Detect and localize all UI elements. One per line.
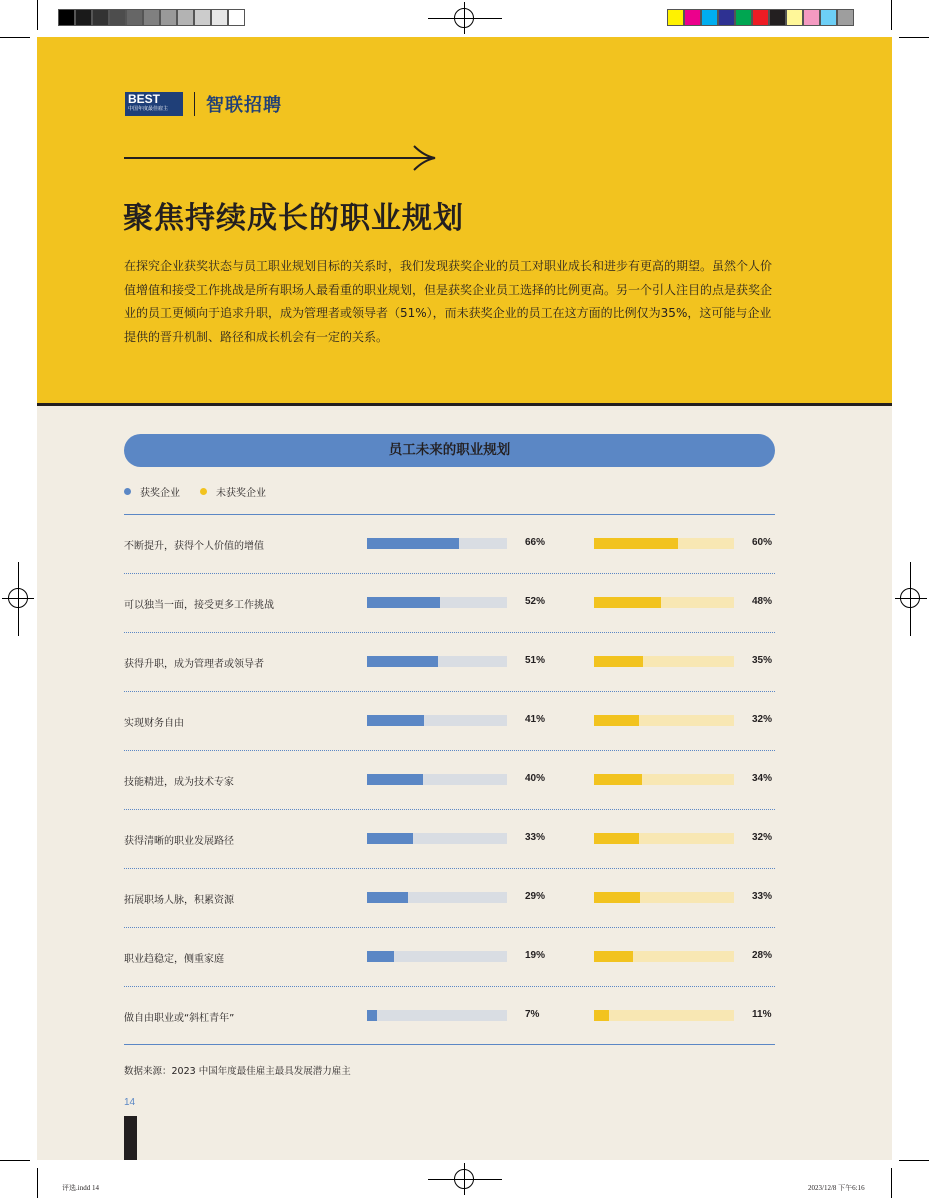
row-label: 技能精进，成为技术专家 (124, 777, 234, 788)
best-employer-logo: BEST 中国年度最佳雇主 (125, 92, 183, 116)
bar-awarded-value-label: 41% (525, 714, 546, 725)
registration-mark (454, 8, 474, 28)
intro-paragraph: 在探究企业获奖状态与员工职业规划目标的关系时，我们发现获奖企业的员工对职业成长和进步有更高的期望。虽然个人价值增值和接受工作挑战是所有职场人最看重的职业规划，但是获奖企业员工选择的比例更高。另一个引人注目的点是获奖企业的员工更倾向于追求升职，成为管理者或领导者（51%），而未获奖企业的员工在这方面的比例仅为35%，这可能与企业提供的晋升机制、路径和成长机会有一定的关系。 (124, 259, 773, 344)
bar-not-awarded (594, 892, 640, 903)
bar-awarded (367, 833, 413, 844)
bar-awarded (367, 656, 438, 667)
bar-not-awarded (594, 1010, 609, 1021)
bar-awarded (367, 597, 440, 608)
bar-awarded-value-label: 40% (525, 773, 546, 784)
bar-awarded-track (367, 597, 507, 608)
crop-mark (891, 1168, 892, 1198)
footer-file-info: 评选.indd 14 (62, 1184, 99, 1192)
bar-awarded-value-label: 33% (525, 832, 546, 843)
row-label: 做自由职业或“斜杠青年” (124, 1013, 235, 1024)
crop-mark (899, 1160, 929, 1161)
row-divider (124, 750, 775, 751)
bar-awarded-track (367, 1010, 507, 1021)
row-divider (124, 927, 775, 928)
bar-awarded (367, 1010, 377, 1021)
bar-not-awarded-value-label: 28% (752, 950, 773, 961)
bar-awarded-track (367, 892, 507, 903)
grayscale-swatches (58, 9, 245, 27)
bar-awarded-value-label: 19% (525, 950, 546, 961)
row-label: 实现财务自由 (124, 718, 184, 729)
row-label: 获得清晰的职业发展路径 (124, 836, 234, 847)
bar-awarded-value-label: 29% (525, 891, 546, 902)
bar-awarded-track (367, 715, 507, 726)
bar-not-awarded-value-label: 34% (752, 773, 773, 784)
bar-not-awarded (594, 656, 643, 667)
bar-not-awarded-track (594, 951, 734, 962)
registration-mark (454, 1169, 474, 1189)
bar-not-awarded (594, 951, 633, 962)
row-divider (124, 868, 775, 869)
bar-not-awarded-value-label: 48% (752, 596, 773, 607)
bar-awarded (367, 951, 394, 962)
row-divider (124, 691, 775, 692)
logo-divider (194, 92, 195, 116)
row-label: 不断提升，获得个人价值的增值 (124, 541, 264, 552)
bar-not-awarded (594, 833, 639, 844)
bar-awarded-track (367, 656, 507, 667)
bar-not-awarded-track (594, 774, 734, 785)
crop-mark (891, 0, 892, 30)
bar-not-awarded (594, 774, 642, 785)
registration-mark (900, 588, 920, 608)
row-label: 可以独当一面，接受更多工作挑战 (124, 600, 274, 611)
chart-top-rule (124, 514, 775, 515)
bar-not-awarded-value-label: 35% (752, 655, 773, 666)
bar-awarded (367, 774, 423, 785)
row-label: 获得升职，成为管理者或领导者 (124, 659, 264, 670)
bar-not-awarded (594, 715, 639, 726)
crop-mark (899, 37, 929, 38)
legend-dot-not-awarded (200, 488, 207, 495)
bar-not-awarded (594, 538, 678, 549)
zhaopin-logo: 智联招聘 (206, 95, 282, 116)
bar-awarded-value-label: 66% (525, 537, 546, 548)
crop-mark (0, 37, 30, 38)
row-label: 职业趋稳定，侧重家庭 (124, 954, 224, 965)
bar-not-awarded (594, 597, 661, 608)
chart-bottom-rule (124, 1044, 775, 1045)
bar-awarded (367, 538, 459, 549)
color-swatches (667, 9, 854, 27)
footer-timestamp: 2023/12/8 下午6:16 (808, 1184, 865, 1192)
row-divider (124, 809, 775, 810)
bar-awarded-track (367, 538, 507, 549)
bar-not-awarded-track (594, 833, 734, 844)
row-label: 拓展职场人脉，积累资源 (124, 895, 234, 906)
data-source: 数据来源：2023 中国年度最佳雇主最具发展潜力雇主 (124, 1066, 351, 1077)
bar-not-awarded-track (594, 597, 734, 608)
bar-not-awarded-track (594, 715, 734, 726)
bar-not-awarded-value-label: 60% (752, 537, 773, 548)
chart-legend (124, 484, 286, 499)
registration-mark (8, 588, 28, 608)
bar-awarded-value-label: 51% (525, 655, 546, 666)
bar-not-awarded-track (594, 892, 734, 903)
arrow-icon (124, 144, 440, 172)
legend-label-not-awarded: 未获奖企业 (216, 488, 266, 499)
bar-not-awarded-track (594, 1010, 734, 1021)
legend-label-awarded: 获奖企业 (140, 488, 180, 499)
bar-awarded-value-label: 52% (525, 596, 546, 607)
bar-awarded (367, 715, 424, 726)
bar-awarded-track (367, 951, 507, 962)
crop-mark (37, 0, 38, 30)
crop-mark (0, 1160, 30, 1161)
crop-mark (37, 1168, 38, 1198)
chart-title: 员工未来的职业规划 (124, 434, 775, 467)
bar-not-awarded-value-label: 11% (752, 1009, 772, 1020)
bar-awarded-track (367, 774, 507, 785)
bar-not-awarded-value-label: 32% (752, 832, 773, 843)
bar-not-awarded-track (594, 656, 734, 667)
bar-awarded-value-label: 7% (525, 1009, 540, 1020)
page-number: 14 (124, 1097, 136, 1108)
page-title: 聚焦持续成长的职业规划 (123, 201, 464, 236)
row-divider (124, 573, 775, 574)
legend-dot-awarded (124, 488, 131, 495)
bar-awarded-track (367, 833, 507, 844)
row-divider (124, 986, 775, 987)
bar-not-awarded-value-label: 32% (752, 714, 773, 725)
bar-not-awarded-value-label: 33% (752, 891, 773, 902)
bar-awarded (367, 892, 408, 903)
bar-not-awarded-track (594, 538, 734, 549)
page-tab (124, 1116, 137, 1160)
row-divider (124, 632, 775, 633)
